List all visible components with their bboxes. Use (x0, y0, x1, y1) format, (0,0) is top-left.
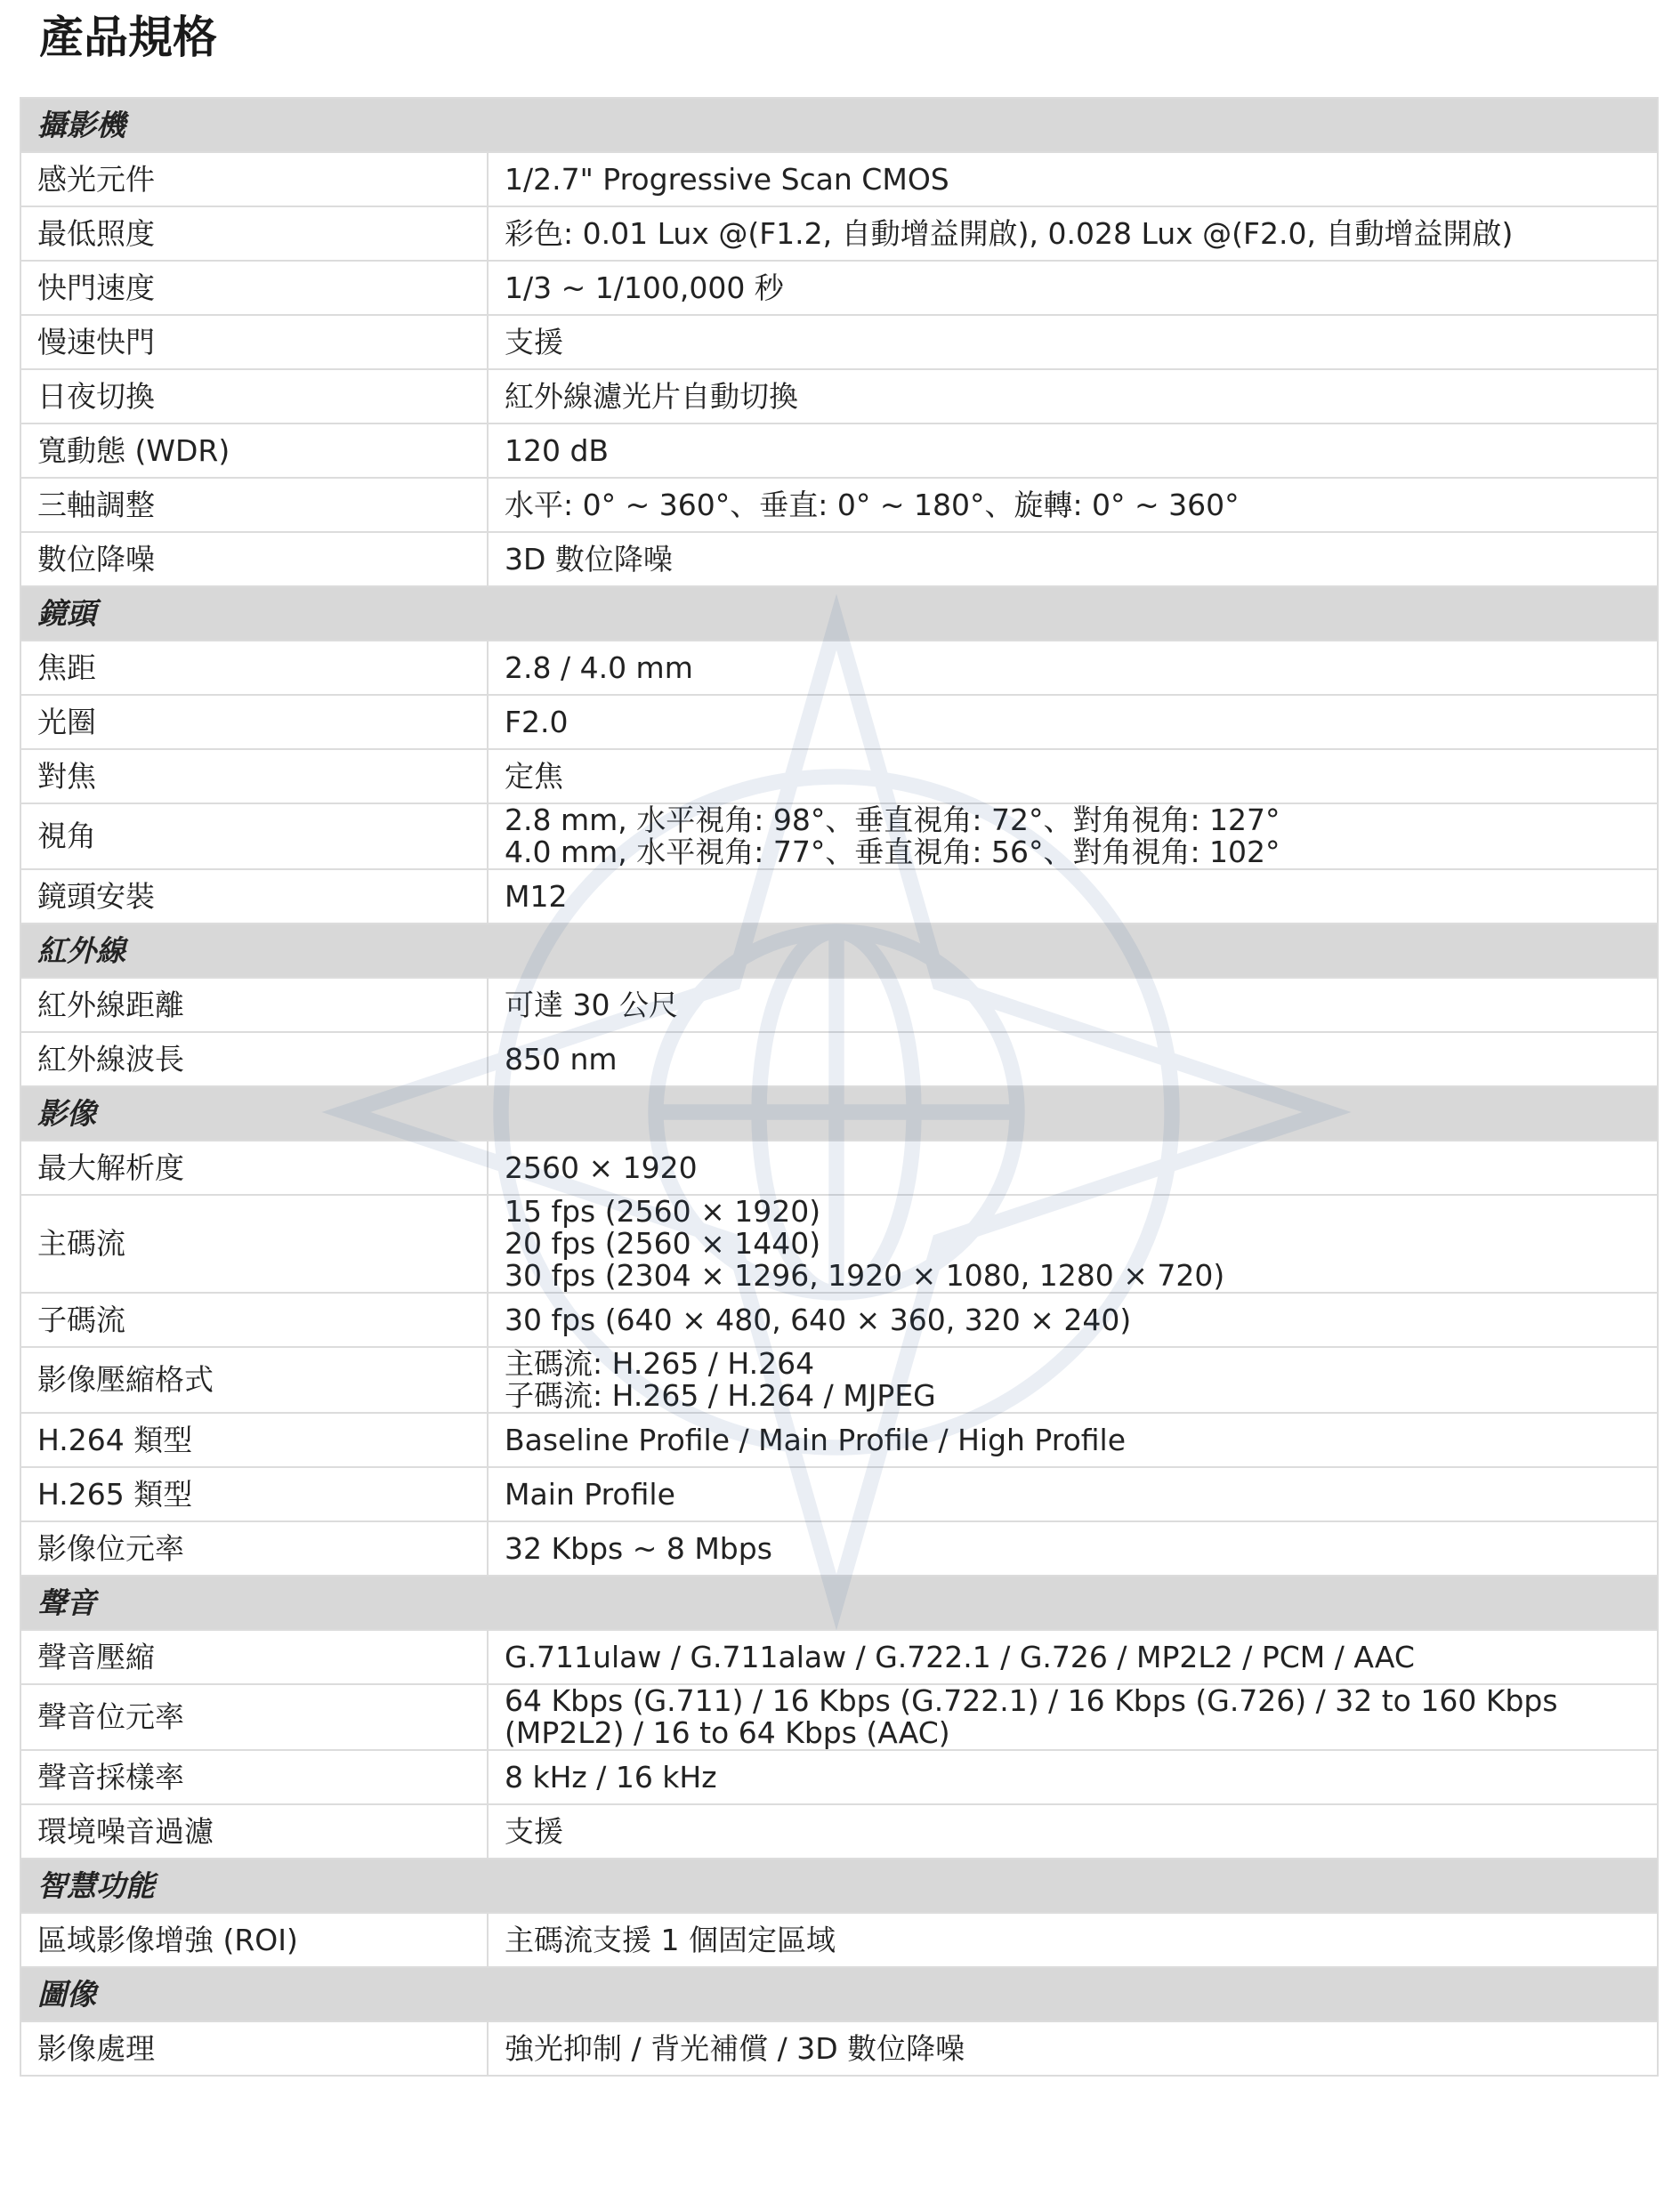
spec-value: 2.8 mm, 水平視角: 98°、垂直視角: 72°、對角視角: 127° 4.0 mm, 水平視角: 77°、垂直視角: 56°、對角視角: 102° (488, 803, 1658, 869)
spec-label: 對焦 (20, 749, 488, 803)
section-title: 圖像 (20, 1967, 1658, 2021)
spec-row (20, 1804, 1658, 1859)
spec-value: 強光抑制 / 背光補償 / 3D 數位降噪 (488, 2021, 1658, 2076)
spec-row (20, 1750, 1658, 1804)
spec-value: M12 (488, 869, 1658, 924)
spec-value: 2.8 / 4.0 mm (488, 641, 1658, 695)
spec-value: 30 fps (640 × 480, 640 × 360, 320 × 240) (488, 1293, 1658, 1347)
spec-value: Baseline Profile / Main Profile / High Profile (488, 1413, 1658, 1467)
spec-row (20, 803, 1658, 869)
spec-value: 2560 × 1920 (488, 1141, 1658, 1195)
section-header-lens (20, 586, 1658, 641)
spec-label: 鏡頭安裝 (20, 869, 488, 924)
spec-value: 主碼流支援 1 個固定區域 (488, 1913, 1658, 1967)
page-title: 產品規格 (39, 12, 217, 63)
section-title: 鏡頭 (20, 586, 1658, 641)
spec-label: 最低照度 (20, 206, 488, 261)
spec-row (20, 1521, 1658, 1576)
spec-value: 8 kHz / 16 kHz (488, 1750, 1658, 1804)
spec-row (20, 1413, 1658, 1467)
spec-label: 三軸調整 (20, 478, 488, 532)
spec-row (20, 261, 1658, 315)
section-title: 智慧功能 (20, 1859, 1658, 1913)
spec-value: 紅外線濾光片自動切換 (488, 369, 1658, 423)
spec-value: 定焦 (488, 749, 1658, 803)
spec-row (20, 1467, 1658, 1521)
spec-row (20, 532, 1658, 586)
spec-row (20, 641, 1658, 695)
spec-row (20, 1684, 1658, 1750)
spec-row (20, 1032, 1658, 1086)
spec-value: 64 Kbps (G.711) / 16 Kbps (G.722.1) / 16 Kbps (G.726) / 32 to 160 Kbps (MP2L2) / 16 to 64 Kbps (AAC) (488, 1684, 1658, 1750)
section-title: 攝影機 (20, 98, 1658, 152)
spec-value: Main Profile (488, 1467, 1658, 1521)
spec-label: H.264 類型 (20, 1413, 488, 1467)
spec-label: 視角 (20, 803, 488, 869)
section-title: 影像 (20, 1086, 1658, 1141)
spec-label: 聲音壓縮 (20, 1630, 488, 1684)
spec-label: 環境噪音過濾 (20, 1804, 488, 1859)
spec-row (20, 2021, 1658, 2076)
section-header-infrared (20, 924, 1658, 978)
spec-value: G.711ulaw / G.711alaw / G.722.1 / G.726 / MP2L2 / PCM / AAC (488, 1630, 1658, 1684)
section-header-image (20, 1967, 1658, 2021)
spec-value: 水平: 0° ~ 360°、垂直: 0° ~ 180°、旋轉: 0° ~ 360° (488, 478, 1658, 532)
spec-value: 1/3 ~ 1/100,000 秒 (488, 261, 1658, 315)
spec-value: 1/2.7" Progressive Scan CMOS (488, 152, 1658, 206)
spec-label: 區域影像增強 (ROI) (20, 1913, 488, 1967)
section-header-video (20, 1086, 1658, 1141)
spec-label: 子碼流 (20, 1293, 488, 1347)
spec-value: 850 nm (488, 1032, 1658, 1086)
spec-value: F2.0 (488, 695, 1658, 749)
spec-row (20, 369, 1658, 423)
spec-row (20, 1293, 1658, 1347)
section-header-smart (20, 1859, 1658, 1913)
spec-label: 慢速快門 (20, 315, 488, 369)
spec-row (20, 423, 1658, 478)
spec-label: 最大解析度 (20, 1141, 488, 1195)
spec-value: 可達 30 公尺 (488, 978, 1658, 1032)
spec-label: 影像壓縮格式 (20, 1347, 488, 1413)
spec-label: 主碼流 (20, 1195, 488, 1293)
spec-label: 光圈 (20, 695, 488, 749)
spec-value: 支援 (488, 1804, 1658, 1859)
spec-label: 影像位元率 (20, 1521, 488, 1576)
spec-value: 32 Kbps ~ 8 Mbps (488, 1521, 1658, 1576)
spec-value: 支援 (488, 315, 1658, 369)
spec-row (20, 869, 1658, 924)
section-header-camera (20, 98, 1658, 152)
spec-row (20, 1347, 1658, 1413)
spec-row (20, 478, 1658, 532)
spec-label: 聲音位元率 (20, 1684, 488, 1750)
spec-row (20, 315, 1658, 369)
spec-row (20, 1141, 1658, 1195)
spec-row (20, 152, 1658, 206)
spec-value: 彩色: 0.01 Lux @(F1.2, 自動增益開啟), 0.028 Lux @(F2.0, 自動增益開啟) (488, 206, 1658, 261)
spec-label: 感光元件 (20, 152, 488, 206)
spec-row (20, 1630, 1658, 1684)
spec-value: 120 dB (488, 423, 1658, 478)
spec-row (20, 206, 1658, 261)
spec-value: 3D 數位降噪 (488, 532, 1658, 586)
section-title: 紅外線 (20, 924, 1658, 978)
spec-label: H.265 類型 (20, 1467, 488, 1521)
spec-value: 15 fps (2560 × 1920) 20 fps (2560 × 1440) 30 fps (2304 × 1296, 1920 × 1080, 1280 × 720) (488, 1195, 1658, 1293)
section-title: 聲音 (20, 1576, 1658, 1630)
spec-table (20, 97, 1659, 2077)
spec-row (20, 749, 1658, 803)
spec-value: 主碼流: H.265 / H.264 子碼流: H.265 / H.264 / MJPEG (488, 1347, 1658, 1413)
spec-label: 日夜切換 (20, 369, 488, 423)
spec-label: 焦距 (20, 641, 488, 695)
spec-label: 寬動態 (WDR) (20, 423, 488, 478)
spec-label: 數位降噪 (20, 532, 488, 586)
spec-row (20, 695, 1658, 749)
spec-label: 影像處理 (20, 2021, 488, 2076)
spec-row (20, 1195, 1658, 1293)
spec-row (20, 1913, 1658, 1967)
section-header-audio (20, 1576, 1658, 1630)
spec-label: 聲音採樣率 (20, 1750, 488, 1804)
spec-label: 快門速度 (20, 261, 488, 315)
spec-label: 紅外線波長 (20, 1032, 488, 1086)
spec-row (20, 978, 1658, 1032)
spec-label: 紅外線距離 (20, 978, 488, 1032)
